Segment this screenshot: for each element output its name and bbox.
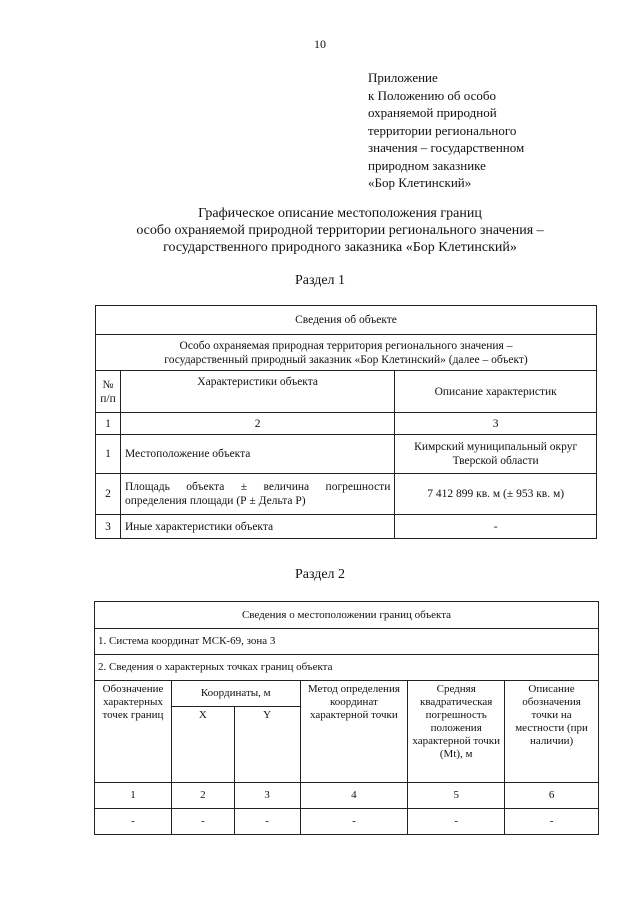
title-line: особо охраняемой природной территории регионального значения – [136,223,544,238]
header-method: Метод определения координат характерной точки [300,681,408,783]
boundary-points-table [94,601,599,835]
appendix-line: значения – государственном [368,140,525,155]
appendix-line: к Положению об особо [368,87,496,103]
column-number: 2 [120,413,394,435]
header-num: № п/п [96,371,121,413]
column-number: 5 [408,783,505,809]
column-number: 4 [300,783,408,809]
appendix-line: природном заказнике [368,157,486,173]
object-name [96,335,597,371]
table1-title: Сведения об объекте [96,306,597,335]
column-number: 3 [234,783,300,809]
cell-designation: - [95,809,172,835]
characteristic-line: определения площади (Р ± Дельта Р) [124,495,306,507]
row-characteristic: Иные характеристики объекта [120,515,394,539]
coordinate-system: 1. Система координат МСК-69, зона 3 [95,629,599,655]
cell-error: - [408,809,505,835]
column-number: 6 [505,783,599,809]
table-row [96,474,597,515]
title-line: Графическое описание местоположения границ [198,206,482,221]
row-characteristic: Местоположение объекта [120,435,394,474]
appendix-line: «Бор Клетинский» [368,175,472,190]
description-line: Кимрский муниципальный округ [414,441,578,453]
points-title: 2. Сведения о характерных точках границ объекта [95,655,599,681]
cell-method: - [300,809,408,835]
row-number: 3 [96,515,121,539]
column-number: 1 [96,413,121,435]
object-name-line: государственный природный заказник «Бор Клетинский» (далее – объект) [164,353,528,366]
row-description [395,435,597,474]
title-line: государственного природного заказника «Бор Клетинский» [163,240,517,255]
header-designation: Обозначение характерных точек границ [95,681,172,783]
table-row [96,435,597,474]
header-coordinates: Координаты, м [171,681,300,707]
section1-heading: Раздел 1 [294,273,346,288]
cell-marking: - [505,809,599,835]
appendix-line: Приложение [368,70,438,85]
header-y: Y [234,707,300,783]
object-name-line: Особо охраняемая природная территория регионального значения – [179,339,513,352]
header-description: Описание характеристик [395,371,597,413]
header-error: Средняя квадратическая погрешность положения характерной точки (Mt), м [408,681,505,783]
cell-x: - [171,809,234,835]
document-title [40,205,640,256]
header-x: X [171,707,234,783]
object-info-table [95,305,597,539]
row-description: - [395,515,597,539]
column-number: 3 [395,413,597,435]
table2-title: Сведения о местоположении границ объекта [95,602,599,629]
row-number: 2 [96,474,121,515]
row-description: 7 412 899 кв. м (± 953 кв. м) [395,474,597,515]
description-line: Тверской области [452,455,539,467]
header-characteristics: Характеристики объекта [120,371,394,413]
appendix-note [368,69,618,192]
table-row [95,809,599,835]
characteristic-line: Площадь объекта ± величина погрешности [124,481,391,493]
section2-heading: Раздел 2 [294,567,346,582]
header-marking: Описание обозначения точки на местности (при наличии) [505,681,599,783]
appendix-line: территории регионального [368,122,517,138]
column-number: 1 [95,783,172,809]
cell-y: - [234,809,300,835]
row-characteristic [120,474,394,515]
row-number: 1 [96,435,121,474]
appendix-line: охраняемой природной [368,105,497,120]
table-row [96,515,597,539]
page-number: 10 [314,37,326,51]
column-number: 2 [171,783,234,809]
